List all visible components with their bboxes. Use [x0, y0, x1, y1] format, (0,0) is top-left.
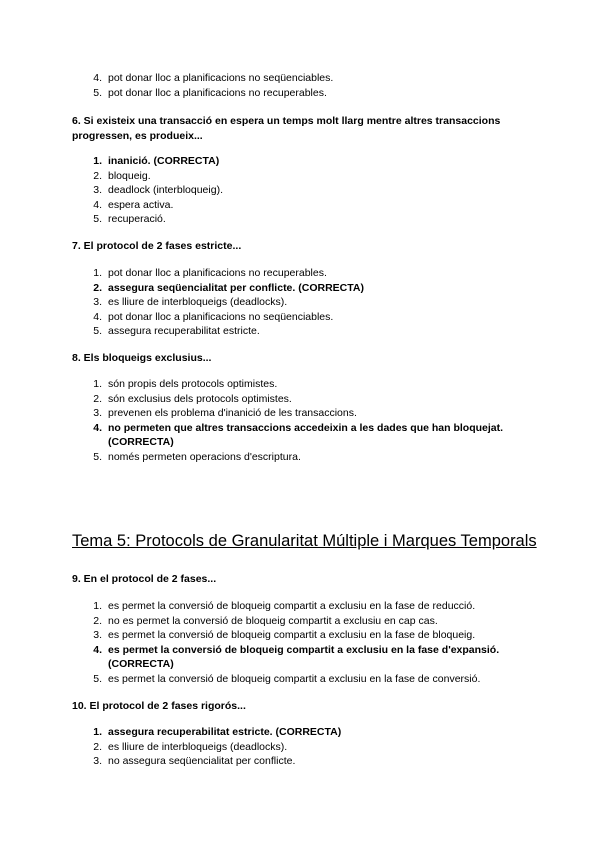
option-text: es permet la conversió de bloqueig compartit a exclusiu en la fase de reducció.	[108, 600, 476, 612]
option-number: 3.	[93, 755, 102, 768]
answer-option	[72, 86, 532, 101]
answer-option	[72, 169, 532, 184]
answer-option	[72, 406, 532, 421]
answer-option	[72, 599, 532, 614]
option-number: 2.	[93, 169, 102, 182]
answer-option	[72, 672, 532, 687]
option-text: es permet la conversió de bloqueig compartit a exclusiu en la fase de conversió.	[108, 672, 481, 685]
question-9: 9. En el protocol de 2 fases...	[72, 573, 217, 585]
option-text: es lliure de interbloqueigs (deadlocks).	[108, 296, 288, 309]
option-number: 3.	[93, 407, 102, 420]
option-number: 3.	[93, 296, 102, 309]
option-number: 1.	[93, 267, 102, 279]
option-number: 1.	[93, 378, 102, 390]
question-7: 7. El protocol de 2 fases estricte...	[72, 240, 242, 252]
option-number: 5.	[93, 325, 102, 338]
option-number: 5.	[93, 86, 102, 99]
option-text: pot donar lloc a planificacions no recuperables.	[108, 86, 327, 99]
answer-option	[72, 183, 532, 198]
option-text: espera activa.	[108, 198, 174, 211]
option-number: 4.	[93, 421, 102, 434]
answer-option	[72, 614, 532, 629]
option-text: es permet la conversió de bloqueig compartit a exclusiu en la fase d'expansió. (CORRECTA)	[108, 643, 500, 671]
option-number: 1.	[93, 600, 102, 612]
option-number: 2.	[93, 392, 102, 405]
option-text: assegura seqüencialitat per conflicte. (CORRECTA)	[108, 281, 364, 294]
answer-option	[72, 310, 532, 325]
answer-option-correct	[72, 643, 532, 672]
option-number: 3.	[93, 629, 102, 642]
option-number: 1.	[93, 155, 102, 167]
option-text: pot donar lloc a planificacions no seqüenciables.	[108, 72, 334, 84]
option-text: prevenen els problema d'inanició de les transaccions.	[108, 407, 357, 420]
answer-option	[72, 212, 532, 227]
option-number: 3.	[93, 184, 102, 197]
option-text: assegura recuperabilitat estricte.	[108, 325, 260, 338]
option-number: 5.	[93, 450, 102, 463]
option-text: no permeten que altres transaccions accedeixin a les dades que han bloquejat. (CORRECTA)	[108, 421, 504, 449]
option-number: 4.	[93, 72, 102, 84]
question-8: 8. Els bloqueigs exclusius...	[72, 352, 212, 364]
answer-option	[72, 71, 532, 86]
answer-option-correct	[72, 281, 532, 296]
option-number: 2.	[93, 614, 102, 627]
option-text: pot donar lloc a planificacions no recuperables.	[108, 267, 327, 279]
answer-option	[72, 377, 532, 392]
answer-option	[72, 198, 532, 213]
answer-list-q6	[72, 154, 532, 227]
answer-list-q8	[72, 377, 532, 465]
option-text: deadlock (interbloqueig).	[108, 184, 223, 197]
answer-option	[72, 754, 532, 769]
option-number: 4.	[93, 643, 102, 656]
option-text: assegura recuperabilitat estricte. (CORRECTA)	[108, 726, 342, 738]
answer-option	[72, 295, 532, 310]
section-heading: Tema 5: Protocols de Granularitat Múltiple i Marques Temporals	[72, 532, 537, 550]
option-text: bloqueig.	[108, 169, 151, 182]
answer-option	[72, 266, 532, 281]
answer-option	[72, 628, 532, 643]
option-number: 1.	[93, 726, 102, 738]
option-number: 5.	[93, 213, 102, 226]
answer-list-q10	[72, 725, 532, 769]
option-text: pot donar lloc a planificacions no seqüenciables.	[108, 310, 334, 323]
option-number: 2.	[93, 740, 102, 753]
answer-list-q9	[72, 599, 532, 687]
answer-option	[72, 324, 532, 339]
answer-option	[72, 392, 532, 407]
answer-option-correct	[72, 154, 532, 169]
option-text: són propis dels protocols optimistes.	[108, 378, 278, 390]
option-number: 4.	[93, 310, 102, 323]
option-number: 4.	[93, 198, 102, 211]
option-text: es permet la conversió de bloqueig compartit a exclusiu en la fase de bloqueig.	[108, 629, 476, 642]
option-number: 5.	[93, 672, 102, 685]
option-text: inanició. (CORRECTA)	[108, 155, 220, 167]
answer-list-prev	[72, 71, 532, 100]
question-10: 10. El protocol de 2 fases rigorós...	[72, 700, 246, 712]
option-text: són exclusius dels protocols optimistes.	[108, 392, 292, 405]
question-6: 6. Si existeix una transacció en espera un temps molt llarg mentre altres transaccions progressen, es produeix...	[72, 115, 501, 142]
option-text: es lliure de interbloqueigs (deadlocks).	[108, 740, 288, 753]
option-text: recuperació.	[108, 213, 166, 226]
answer-option-correct	[72, 421, 532, 450]
answer-option	[72, 450, 532, 465]
option-text: només permeten operacions d'escriptura.	[108, 450, 301, 463]
option-text: no es permet la conversió de bloqueig compartit a exclusiu en cap cas.	[108, 614, 438, 627]
option-text: no assegura seqüencialitat per conflicte.	[108, 755, 296, 768]
answer-list-q7	[72, 266, 532, 339]
answer-option	[72, 740, 532, 755]
option-number: 2.	[93, 281, 102, 294]
answer-option-correct	[72, 725, 532, 740]
